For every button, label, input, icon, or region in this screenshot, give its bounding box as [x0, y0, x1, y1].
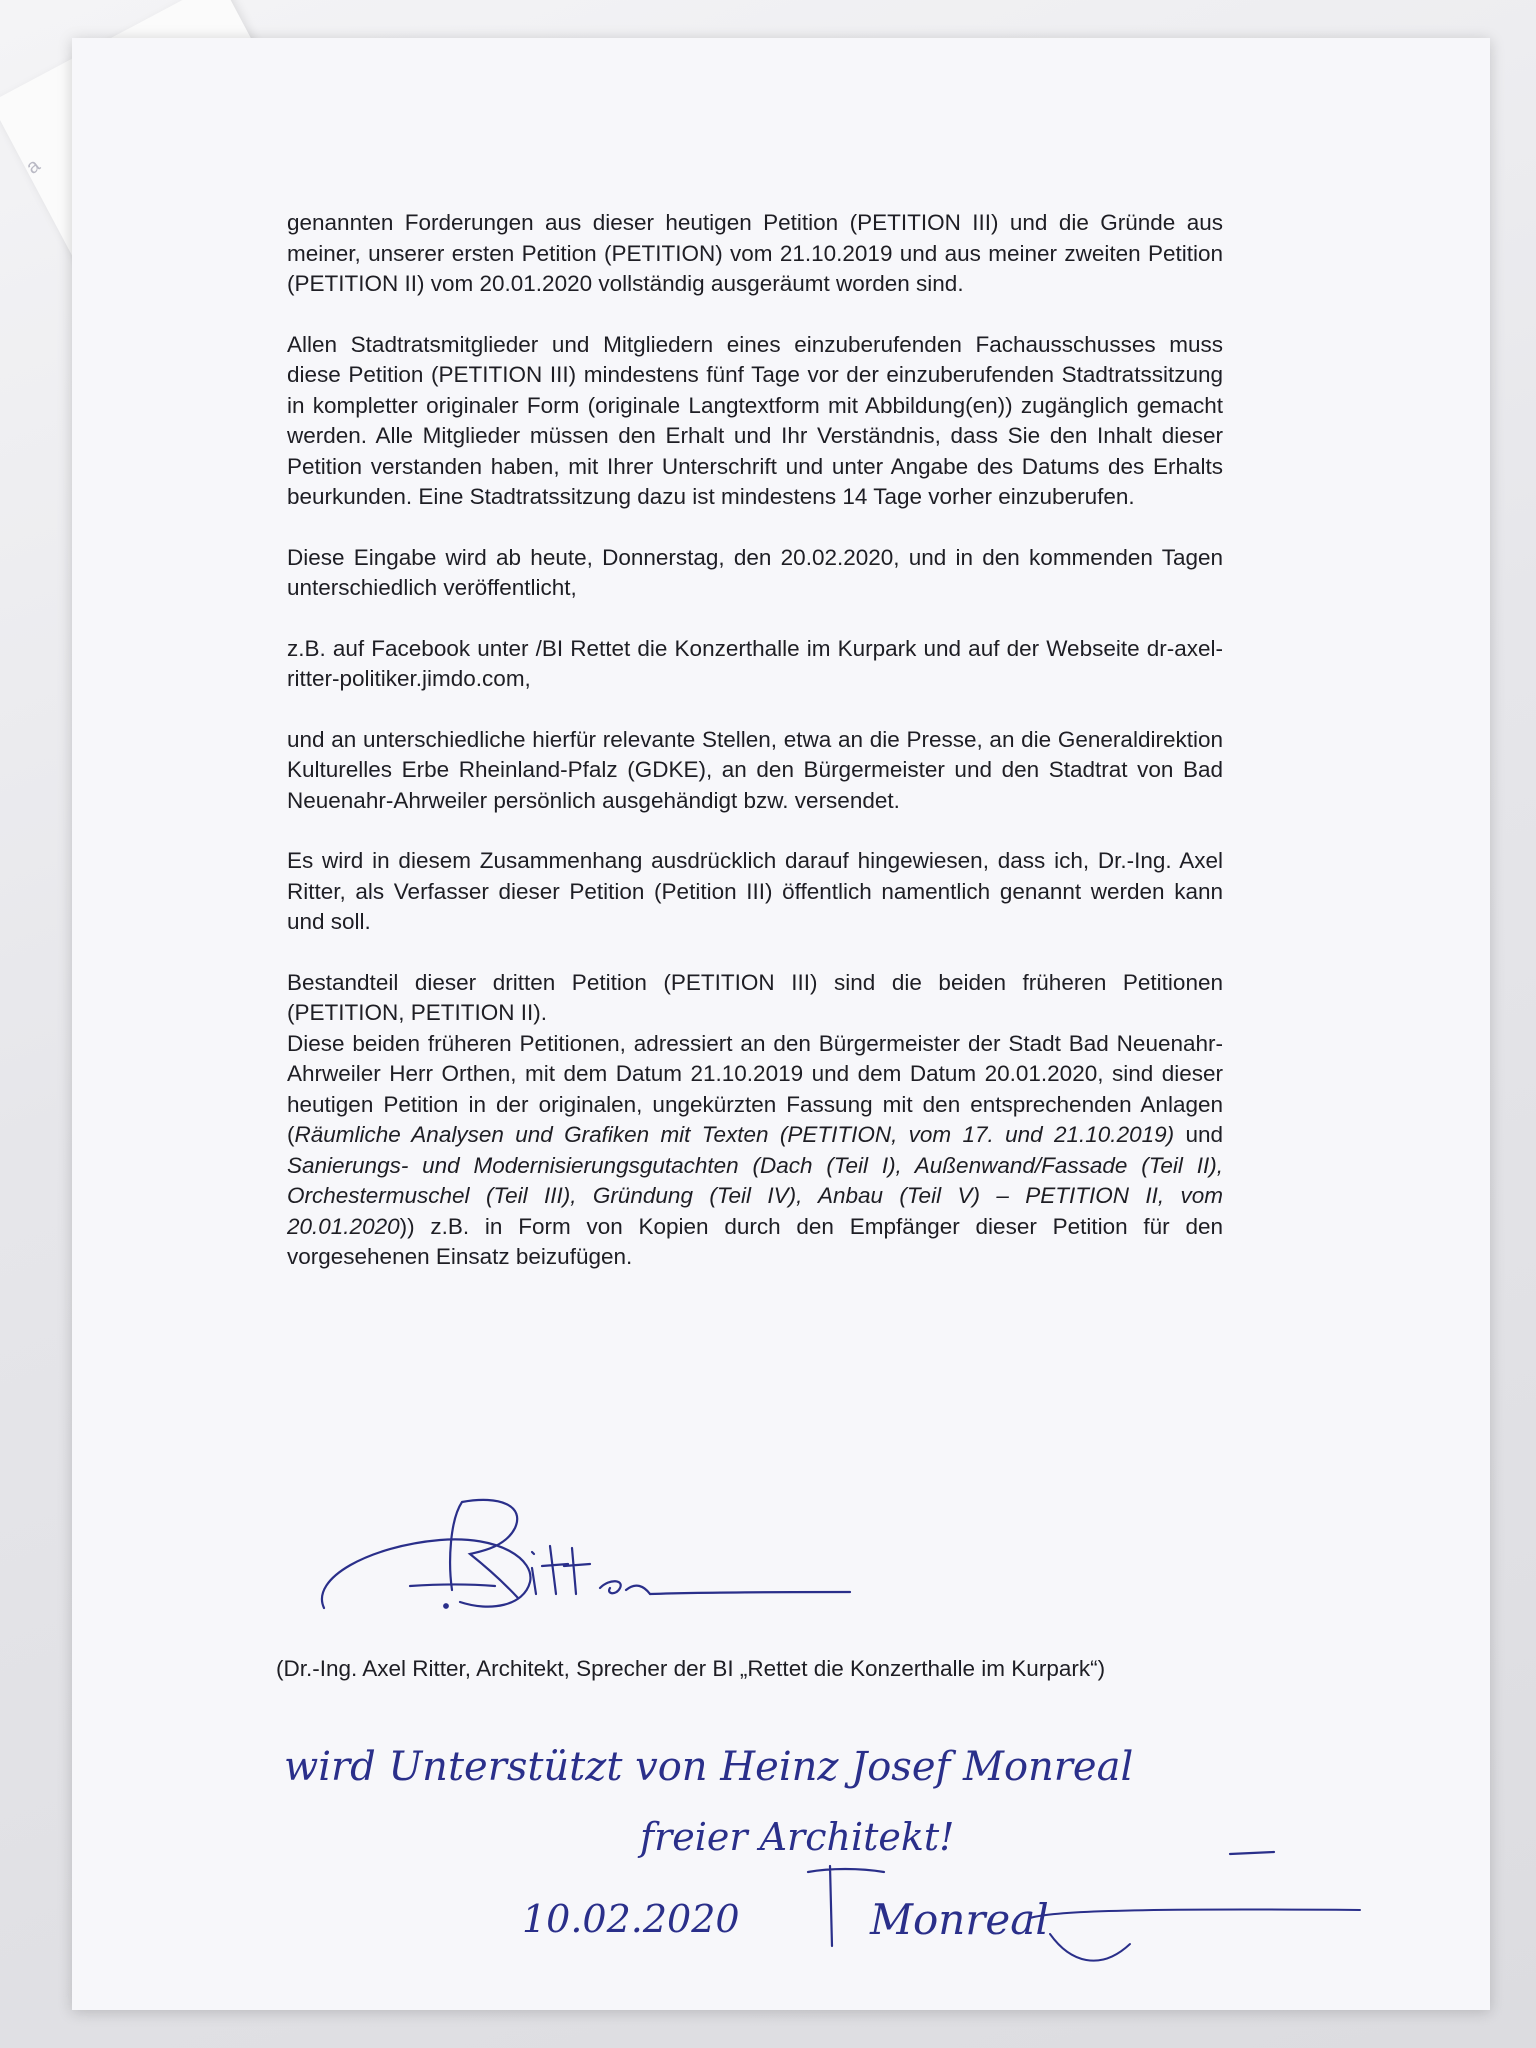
handwritten-note: [270, 1722, 1380, 2002]
paragraph-4: z.B. auf Facebook unter /BI Rettet die Konzerthalle im Kurpark und auf der Webseite dr-axel-ritter-politiker.jimdo.com,: [287, 635, 1223, 691]
paragraph-8-part-e: )) z.B. in Form von Kopien durch den Empfänger dieser Petition für den vorgesehenen Einsatz beizufügen.: [287, 1213, 1223, 1269]
paragraph-3: Diese Eingabe wird ab heute, Donnerstag, den 20.02.2020, und in den kommenden Tagen unterschiedlich veröffentlicht,: [287, 544, 1223, 600]
faint-mark: a: [22, 154, 45, 179]
handwritten-date: 10.02.2020: [522, 1897, 740, 1941]
paragraph-7: Bestandteil dieser dritten Petition (PETITION III) sind die beiden früheren Petitionen (PETITION, PETITION II).: [287, 969, 1223, 1025]
paragraph-5: und an unterschiedliche hierfür relevante Stellen, etwa an die Presse, an die Generaldirektion Kulturelles Erbe Rheinland-Pfalz (GDKE), an den Bürgermeister und den Stadtrat von Bad Neuenahr-Ahrweiler persönlich ausgehändigt bzw. versendet.: [287, 726, 1223, 813]
document-body: [287, 208, 1223, 1303]
paragraph-8-italic-gutachten: Sanierungs- und Modernisierungsgutachten (Dach (Teil I), Außenwand/Fassade (Teil II), Orchestermuschel (Teil III), Gründung (Teil IV), Anbau (Teil V) – PETITION II, vom 20.01.2020: [287, 1152, 1223, 1239]
paragraph-8: [287, 1029, 1223, 1273]
paragraph-6: Es wird in diesem Zusammenhang ausdrücklich darauf hingewiesen, dass ich, Dr.-Ing. Axel Ritter, als Verfasser dieser Petition (Petition III) öffentlich namentlich genannt werden kann und soll.: [287, 848, 1223, 934]
ritter-signature: [310, 1490, 970, 1650]
paragraph-8-italic-analyses: Räumliche Analysen und Grafiken mit Texten (PETITION, vom 17. und 21.10.2019): [294, 1122, 1175, 1147]
paragraph-2: Allen Stadtratsmitglieder und Mitgliedern eines einzuberufenden Fachausschusses muss diese Petition (PETITION III) mindestens fünf Tage vor der einzuberufenden Stadtratssitzung in kompletter originaler Form (originale Langtextform mit Abbildung(en)) zugänglich gemacht werden. Alle Mitglieder müssen den Erhalt und Ihr Verständnis, dass Sie den Inhalt dieser Petition verstanden haben, mit Ihrer Unterschrift und unter Angabe des Datums des Erhalts beurkunden. Eine Stadtratssitzung dazu ist mindestens 14 Tage vorher einzuberufen.: [287, 331, 1223, 509]
handwritten-signature: Monreal: [870, 1895, 1049, 1944]
handwritten-line-1: wird Unterstützt von Heinz Josef Monreal: [284, 1744, 1134, 1790]
handwritten-line-2: freier Architekt!: [640, 1815, 955, 1859]
paragraph-8-part-c: und: [1174, 1122, 1223, 1147]
monreal-signature: [808, 1852, 1360, 1961]
paragraph-1: genannten Forderungen aus dieser heutigen Petition (PETITION III) und die Gründe aus meiner, unserer ersten Petition (PETITION) vom 21.10.2019 und aus meiner zweiten Petition (PETITION II) vom 20.01.2020 vollständig ausgeräumt worden sind.: [287, 210, 1223, 296]
signer-line: (Dr.-Ing. Axel Ritter, Architekt, Sprecher der BI „Rettet die Konzerthalle im Kurpark“): [276, 1656, 1106, 1681]
paragraph-8-part-a: Diese beiden früheren Petitionen, adressiert an den Bürgermeister der Stadt Bad Neuenahr-Ahrweiler Herr Orthen, mit dem Datum 21.10.2019 und dem Datum 20.01.2020, sind dieser heutigen Petition in der originalen, ungekürzten Fassung mit den entsprechenden Anlagen (: [287, 1030, 1223, 1147]
